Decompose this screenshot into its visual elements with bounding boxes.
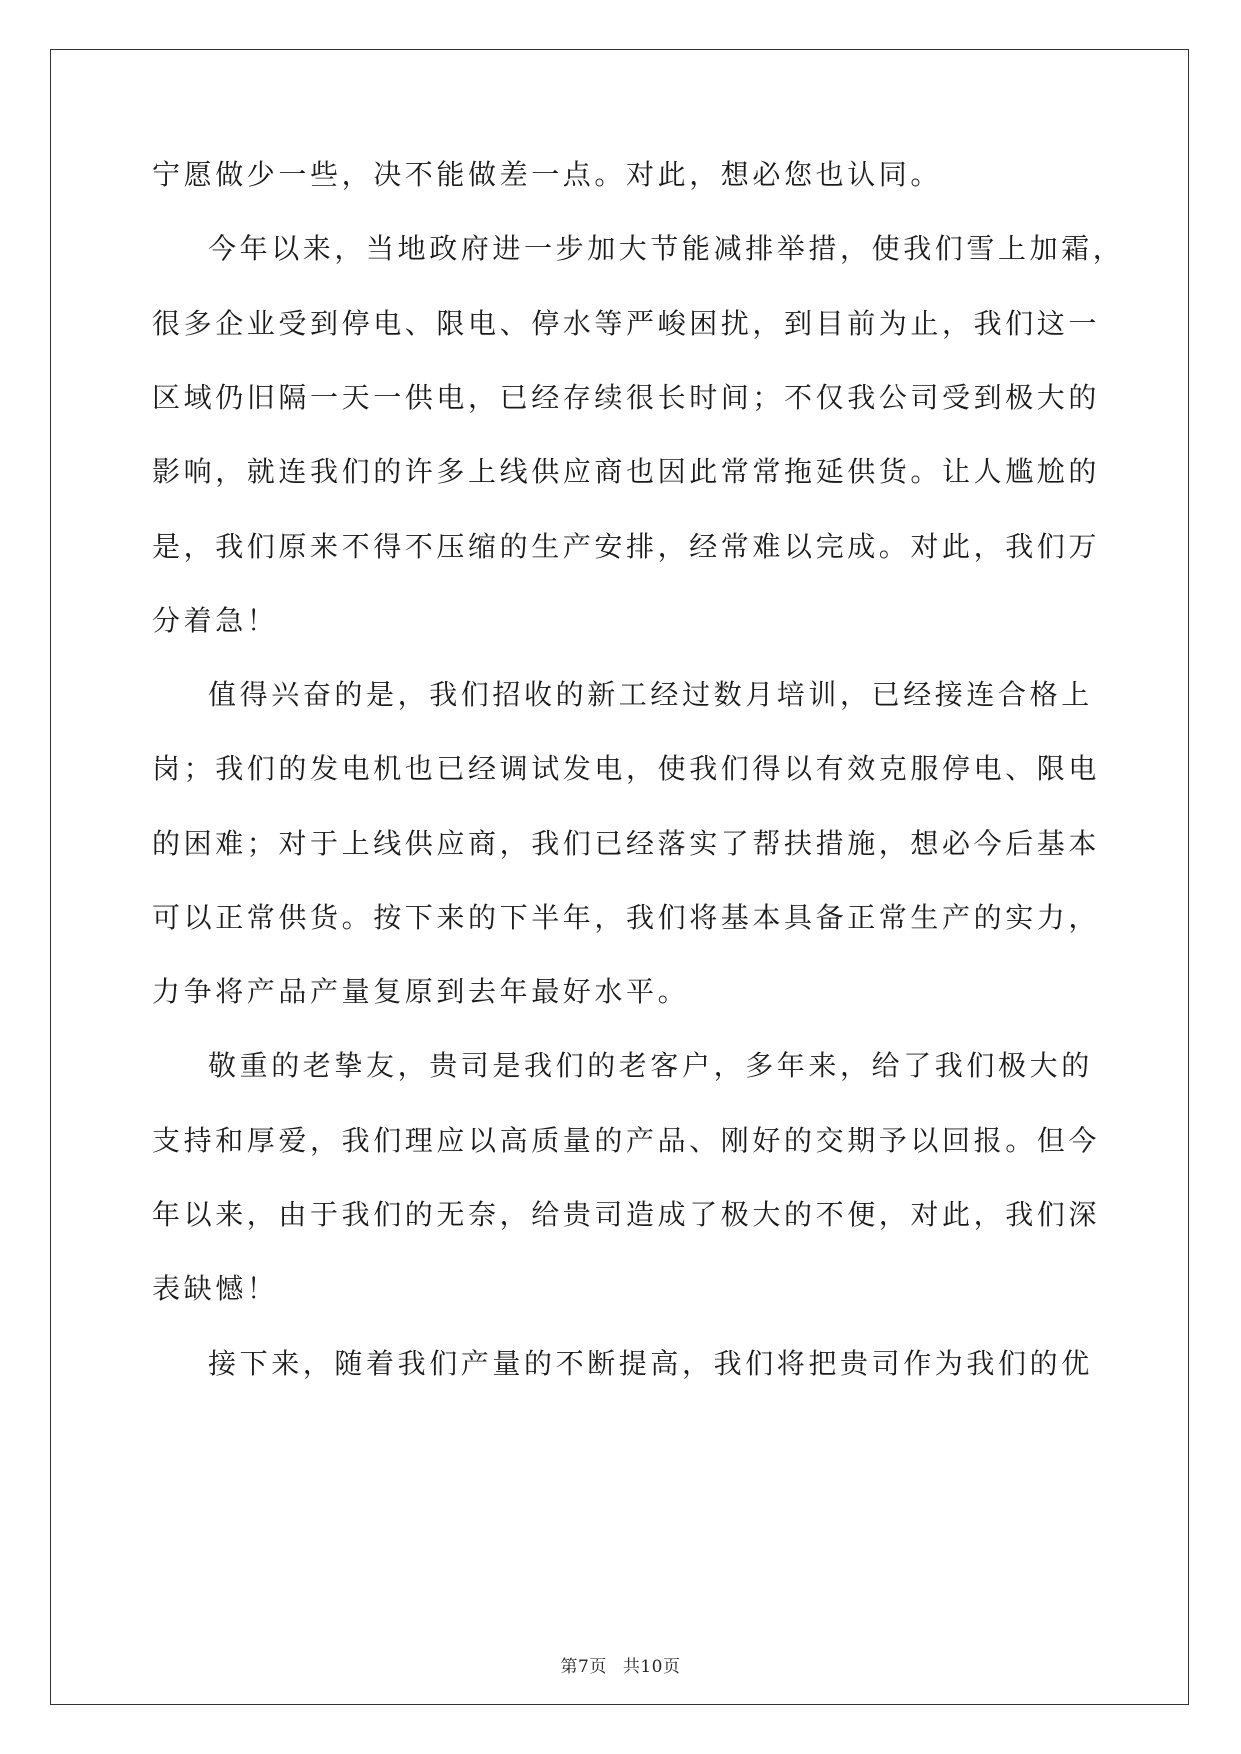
- text-line: 年以来，由于我们的无奈，给贵司造成了极大的不便，对此，我们深: [152, 1198, 1101, 1231]
- paragraph-first-line: 敬重的老挚友，贵司是我们的老客户，多年来，给了我们极大的: [208, 1049, 1093, 1082]
- paragraph-first-line: 接下来，随着我们产量的不断提高，我们将把贵司作为我们的优: [208, 1347, 1093, 1380]
- text-line: 很多企业受到停电、限电、停水等严峻困扰，到目前为止，我们这一: [152, 307, 1101, 340]
- text-line: 宁愿做少一些，决不能做差一点。对此，想必您也认同。: [152, 158, 943, 191]
- text-line: 分着急！: [152, 604, 279, 637]
- text-line: 表缺憾！: [152, 1272, 279, 1305]
- text-line: 岗；我们的发电机也已经调试发电，使我们得以有效克服停电、限电: [152, 752, 1101, 785]
- text-line: 可以正常供货。按下来的下半年，我们将基本具备正常生产的实力，: [152, 901, 1101, 934]
- page-footer: [0, 1656, 1241, 1678]
- text-line: 支持和厚爱，我们理应以高质量的产品、刚好的交期予以回报。但今: [152, 1124, 1101, 1157]
- paragraph-first-line: 今年以来，当地政府进一步加大节能减排举措，使我们雪上加霜，: [208, 232, 1125, 265]
- text-line: 区域仍旧隔一天一供电，已经存续很长时间；不仅我公司受到极大的: [152, 381, 1101, 414]
- page-number: 第7页: [560, 1657, 607, 1677]
- paragraph-first-line: 值得兴奋的是，我们招收的新工经过数月培训，已经接连合格上: [208, 678, 1093, 711]
- page-frame: [50, 49, 1189, 1705]
- text-line: 影响，就连我们的许多上线供应商也因此常常拖延供货。让人尴尬的: [152, 455, 1101, 488]
- text-line: 是，我们原来不得不压缩的生产安排，经常难以完成。对此，我们万: [152, 530, 1101, 563]
- page-total: 共10页: [622, 1657, 681, 1677]
- text-line: 的困难；对于上线供应商，我们已经落实了帮扶措施，想必今后基本: [152, 827, 1101, 860]
- text-line: 力争将产品产量复原到去年最好水平。: [152, 975, 690, 1008]
